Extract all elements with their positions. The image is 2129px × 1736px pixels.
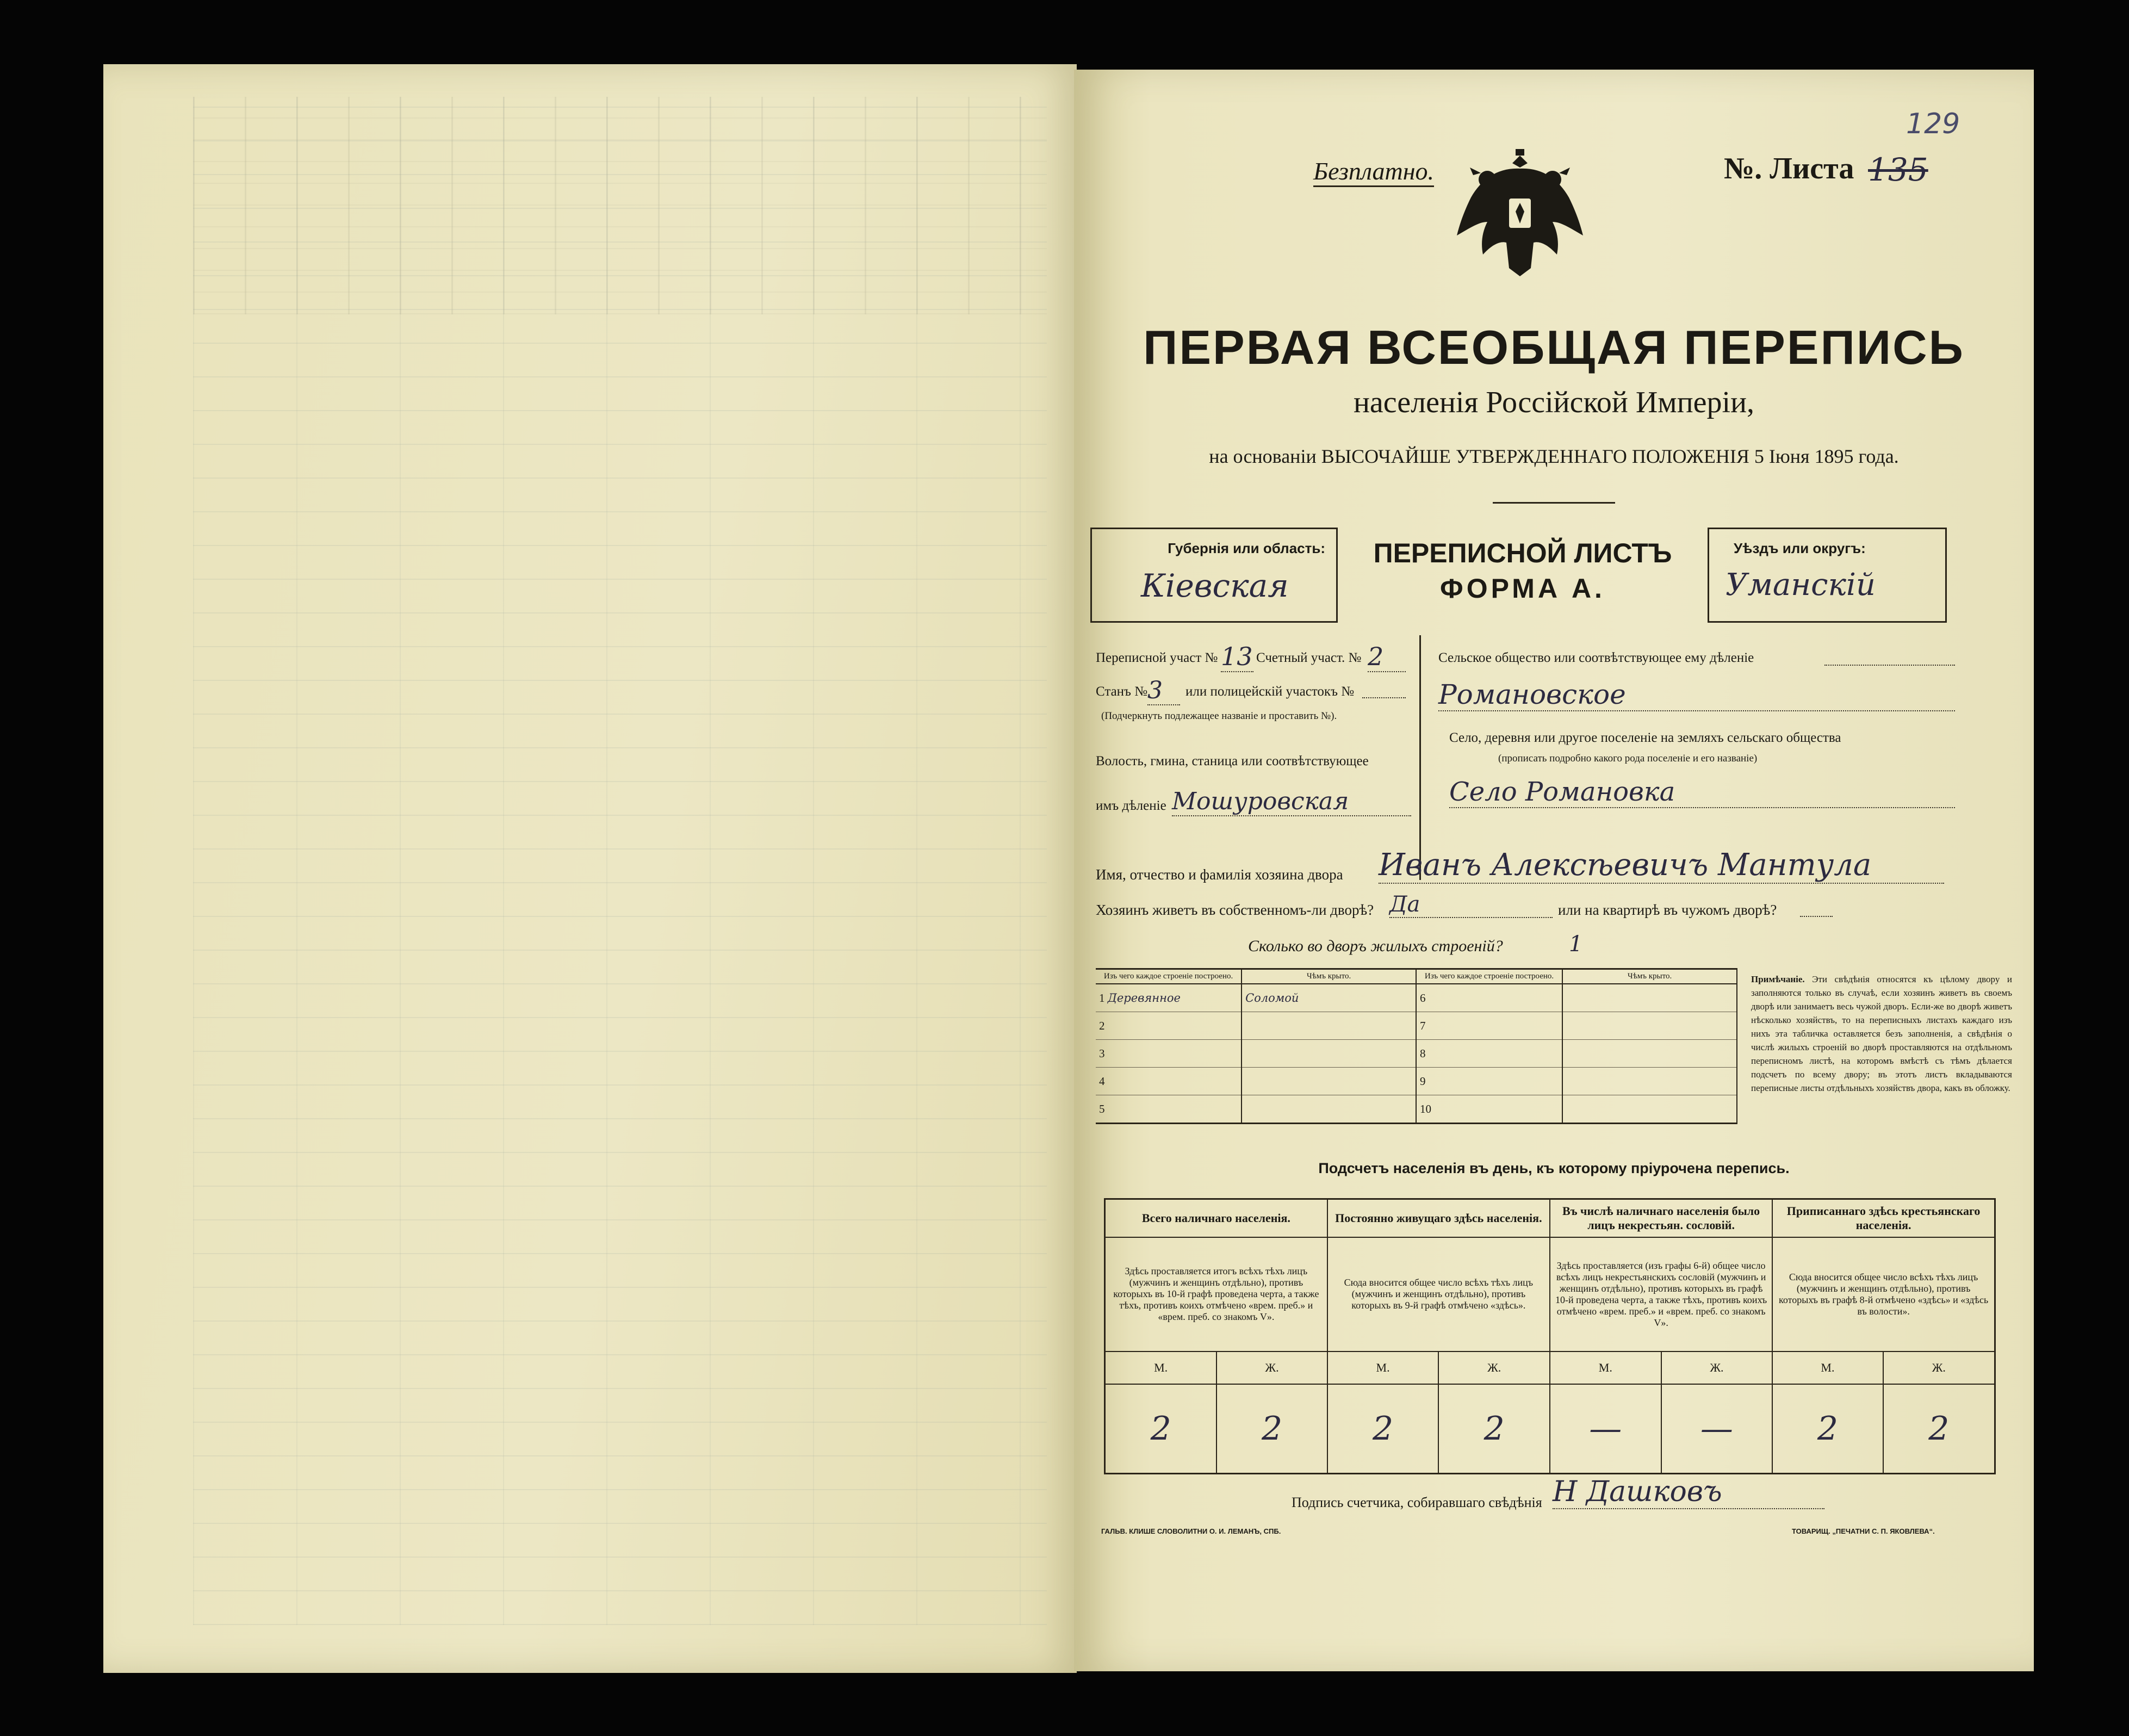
volost-label: Волость, гмина, станица или соотвѣтствующее [1096,754,1369,768]
owner-apartment-label: или на квартирѣ въ чужомъ дворѣ? [1558,902,1777,918]
sheet-number-pencil: 129 [1906,108,1960,140]
volost-label-2: имъ дѣленіе [1096,798,1166,813]
owner-lives-value: Да [1389,892,1553,918]
resident-female: 2 [1438,1384,1550,1474]
pop-desc-present: Здѣсь проставляется итогъ всѣхъ тѣхъ лицъ (мужчинъ и женщинъ отдѣльно), противъ которыхъ въ 10-й графѣ проведена черта, а также тѣхъ, противъ коихъ отмѣчено «врем. преб.» и «врем. преб. со знакомъ V». [1105,1237,1327,1351]
pop-desc-resident: Сюда вносится общее число всѣхъ тѣхъ лицъ (мужчинъ и женщинъ отдѣльно), противъ которыхъ въ 9-й графѣ отмѣчено «здѣсь». [1327,1237,1550,1351]
society-label-line [1824,665,1955,666]
stan-value: 3 [1147,677,1180,705]
district-divider [1419,635,1421,880]
m-label: М. [1772,1351,1883,1384]
village-note: (прописать подробно какого рода поселеніе и его названіе) [1498,753,1758,764]
guberniya-label: Губернія или область: [1168,540,1325,556]
owner-lives-label: Хозяинъ живетъ въ собственномъ-ли дворѣ? [1096,902,1374,918]
pop-desc-noncrestyan: Здѣсь проставляется (изъ графы 6-й) общее число всѣхъ лицъ некрестьянскихъ сословій (мужчинъ и женщинъ отдѣльно), противъ которыхъ въ графѣ 10-й проведена черта, а также тѣхъ, противъ коихъ отмѣчено «врем. преб.» и «врем. преб. со знакомъ V». [1550,1237,1772,1351]
col-roof-header: Чѣмъ крыто. [1242,969,1416,984]
uezd-value: Уманскій [1725,567,1876,603]
page-subtitle: населенія Россійской Имперіи, [1353,386,1755,419]
note-text: Эти свѣдѣнія относятся къ цѣлому двору и заполняются только въ случаѣ, если хозяинъ живетъ въ своемъ дворѣ или занимаетъ весь чужой дворъ. Если-же во дворѣ живетъ нѣсколько хозяйствъ, то на переписныхъ листахъ каждаго изъ нихъ эта табличка оставляется безъ заполненія, а свѣдѣнія о числѣ жилыхъ строеній во дворѣ проставляются на отдѣльномъ переписномъ листѣ, на которомъ вмѣстѣ съ тѣмъ дѣлается подсчетъ по всему двору; въ этотъ листъ вкладываются переписные листы отдѣльныхъ хозяйствъ двора, какъ въ обложку. [1751,974,2012,1093]
village-label: Село, деревня или другое поселеніе на земляхъ сельскаго общества [1449,730,1841,745]
present-female: 2 [1216,1384,1327,1474]
noncrestyan-female: — [1661,1384,1773,1474]
society-label: Сельское общество или соотвѣтствующее ему дѣленіе [1438,650,1754,665]
free-label: Безплатно. [1313,157,1434,187]
underline-note: (Подчеркнуть подлежащее названіе и проставить №). [1101,710,1337,722]
building-material: Деревянное [1107,991,1181,1005]
guberniya-box [1090,528,1338,623]
building-roof: Соломой [1242,984,1416,1012]
population-table [1104,1198,1996,1474]
census-form-page [1074,70,2034,1671]
police-label: или полицейскій участокъ № [1185,684,1355,699]
left-page-grid [193,97,1047,1625]
col-roof-header-2: Чѣмъ крыто. [1562,969,1737,984]
stan-label: Станъ № [1096,684,1148,699]
uezd-box [1708,528,1947,623]
pop-desc-ascribed: Сюда вносится общее число всѣхъ тѣхъ лицъ (мужчинъ и женщинъ отдѣльно), противъ которыхъ въ графѣ 8-й отмѣчено «здѣсь» и «здѣсь въ волости». [1772,1237,1995,1351]
uezd-label: Уѣздъ или округъ: [1734,540,1866,556]
left-page-blank [103,64,1077,1673]
population-title: Подсчетъ населенія въ день, къ которому пріурочена перепись. [1318,1160,1790,1176]
table-row: 4 9 [1096,1068,1737,1095]
guberniya-value: Кіевская [1141,567,1289,604]
count-area-label: Счетный участ. № [1256,650,1362,665]
f-label: Ж. [1883,1351,1995,1384]
buildings-table [1096,968,1737,1124]
printer-left: ГАЛЬВ. КЛИШЕ СЛОВОЛИТНИ О. И. ЛЕМАНЪ, СПБ. [1101,1527,1281,1535]
police-value-blank [1362,697,1406,698]
printer-right: ТОВАРИЩ. „ПЕЧАТНИ С. П. ЯКОВЛЕВА“. [1792,1527,1935,1535]
ascribed-female: 2 [1883,1384,1995,1474]
buildings-note [1751,972,2012,1095]
f-label: Ж. [1438,1351,1550,1384]
m-label: М. [1327,1351,1439,1384]
m-label: М. [1105,1351,1217,1384]
volost-value: Мошуровская [1172,788,1411,816]
noncrestyan-male: — [1550,1384,1661,1474]
resident-male: 2 [1327,1384,1439,1474]
sheet-number-crossed: 135 [1868,151,1928,188]
m-label: М. [1550,1351,1661,1384]
page-title: ПЕРВАЯ ВСЕОБЩАЯ ПЕРЕПИСЬ [1143,320,1965,374]
village-value: Село Романовка [1449,777,1955,808]
f-label: Ж. [1661,1351,1773,1384]
table-row: 5 10 [1096,1095,1737,1124]
pop-header-ascribed: Приписаннаго здѣсь крестьянскаго населенія. [1772,1199,1995,1237]
table-row: 3 8 [1096,1040,1737,1068]
ornament-divider [1493,502,1615,504]
sheet-title: ПЕРЕПИСНОЙ ЛИСТЪ [1373,538,1672,568]
owner-apartment-line [1800,916,1833,917]
col-material-header-2: Изъ чего каждое строеніе построено. [1416,969,1562,984]
legal-basis: на основаніи ВЫСОЧАЙШЕ УТВЕРЖДЕННАГО ПОЛОЖЕНІЯ 5 Іюня 1895 года. [1209,445,1899,467]
double-headed-eagle-emblem [1449,146,1591,279]
census-area-label: Переписной участ № [1096,650,1218,665]
count-area-value: 2 [1368,642,1406,672]
col-material-header: Изъ чего каждое строеніе построено. [1096,969,1242,984]
sheet-number-label: №. Листа [1724,152,1854,185]
pop-header-noncrestyan: Въ числѣ наличнаго населенія было лицъ некрестьян. сословій. [1550,1199,1772,1237]
owner-name-value: Иванъ Алексѣевичъ Мантула [1379,847,1944,884]
ascribed-male: 2 [1772,1384,1883,1474]
census-area-value: 13 [1221,642,1253,671]
table-row: 2 7 [1096,1012,1737,1040]
pop-header-resident: Постоянно живущаго здѣсь населенія. [1327,1199,1550,1237]
table-row: 1 Деревянное Соломой 6 [1096,984,1737,1012]
form-letter: ФОРМА А. [1440,573,1605,604]
signature-label: Подпись счетчика, собиравшаго свѣдѣнія [1292,1495,1542,1510]
present-male: 2 [1105,1384,1217,1474]
f-label: Ж. [1216,1351,1327,1384]
note-title: Примѣчаніе. [1751,974,1805,984]
buildings-count-value: 1 [1569,932,1583,957]
buildings-count-label: Сколько во дворъ жилыхъ строеній? [1248,937,1503,955]
enumerator-signature: Н Дашковъ [1553,1475,1824,1509]
society-value: Романовское [1438,679,1955,711]
owner-name-label: Имя, отчество и фамилія хозяина двора [1096,866,1343,883]
pop-header-present: Всего наличнаго населенія. [1105,1199,1327,1237]
